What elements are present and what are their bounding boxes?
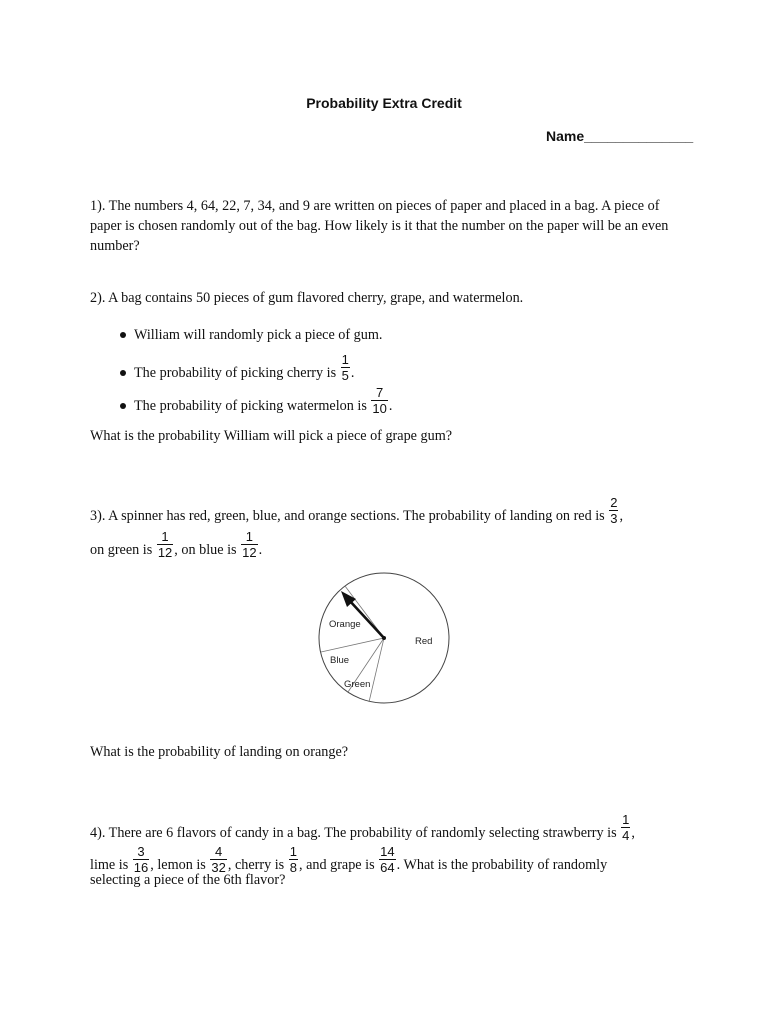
bullet-icon <box>120 370 126 376</box>
bullet-icon <box>120 332 126 338</box>
fraction-grape: $\frac{14}{64}$ <box>380 844 395 875</box>
question-3-question: What is the probability of landing on orange? <box>90 744 349 760</box>
question-2-intro: 2). A bag contains 50 pieces of gum flavored cherry, grape, and watermelon. <box>90 290 524 306</box>
spinner-diagram <box>318 570 454 706</box>
question-4-line-1: 4). There are 6 flavors of candy in a bag. The probability of randomly selecting strawberry is $\frac{1}{4}$ , <box>90 812 635 843</box>
question-2-question: What is the probability William will pick a piece of grape gum? <box>90 428 453 444</box>
name-field-label: Name______________ <box>546 128 694 144</box>
question-2-bullet-2: The probability of picking cherry is $\frac{1}{5}$ . <box>120 358 354 389</box>
fraction-lemon: $\frac{4}{32}$ <box>211 844 226 875</box>
spinner-label-blue: Blue <box>330 655 350 666</box>
fraction-blue: $\frac{1}{12}$ <box>242 529 257 560</box>
question-4-line-2: lime is $\frac{3}{16}$ , lemon is $\frac{4}{32}$ , cherry is $\frac{1}{8}$ , and grape is $\frac{14}{64}$ . What is the probability of randomly <box>90 844 608 875</box>
question-1: 1). The numbers 4, 64, 22, 7, 34, and 9 are written on pieces of paper and placed in a bag. A piece of paper is chosen randomly out of the bag. How likely is it that the number on the paper will be an even number? <box>90 198 669 254</box>
question-3-line-2: on green is $\frac{1}{12}$ , on blue is $\frac{1}{12}$ . <box>90 529 263 560</box>
page-title: Probability Extra Credit <box>306 95 462 111</box>
fraction-cherry: $\frac{1}{5}$ <box>341 352 349 383</box>
spinner-label-orange: Orange <box>329 619 361 630</box>
question-2-bullet-3: The probability of picking watermelon is $\frac{7}{10}$ . <box>120 391 392 422</box>
fraction-strawberry: $\frac{1}{4}$ <box>622 812 630 843</box>
spinner-pivot <box>382 636 386 640</box>
question-2-bullet-1: William will randomly pick a piece of gum. <box>120 325 382 345</box>
spinner-label-green: Green <box>344 679 371 690</box>
fraction-watermelon: $\frac{7}{10}$ <box>372 385 387 416</box>
bullet-icon <box>120 403 126 409</box>
spinner-label-red: Red <box>415 636 433 647</box>
question-4-line-3: selecting a piece of the 6th flavor? <box>90 872 286 888</box>
question-3-line-1: 3). A spinner has red, green, blue, and orange sections. The probability of landing on red is $\frac{2}{3}$ , <box>90 495 624 526</box>
fraction-cherry-candy: $\frac{1}{8}$ <box>289 844 297 875</box>
fraction-green: $\frac{1}{12}$ <box>157 529 173 560</box>
fraction-red: $\frac{2}{3}$ <box>610 495 618 526</box>
fraction-lime: $\frac{3}{16}$ <box>133 844 149 875</box>
